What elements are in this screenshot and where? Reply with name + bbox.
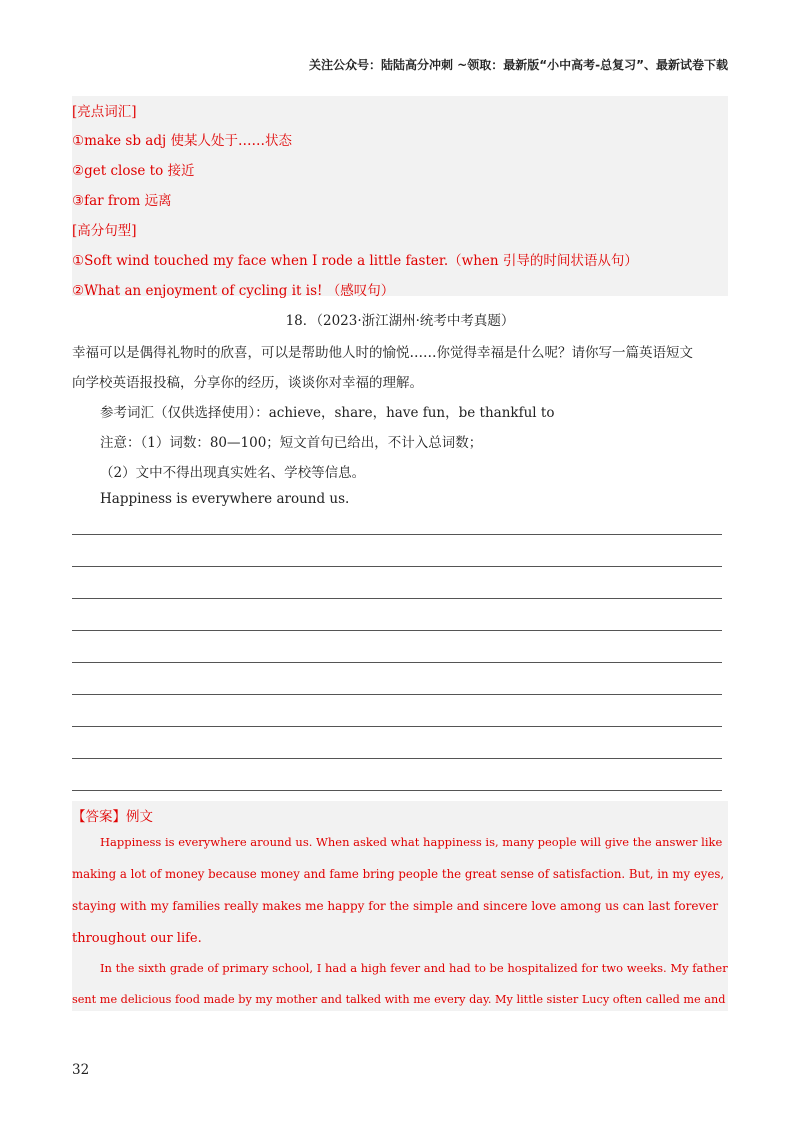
writing-line <box>72 566 722 567</box>
answer-line: sent me delicious food made by my mother and talked with me every day. My little sister Lucy often called me and <box>72 993 726 1006</box>
writing-line <box>72 758 722 759</box>
answer-line: Happiness is everywhere around us. When asked what happiness is, many people will give the answer like <box>100 835 723 849</box>
sentence-title: [高分句型] <box>72 223 137 239</box>
vocab-title: [亮点词汇] <box>72 104 137 120</box>
writing-line <box>72 694 722 695</box>
writing-line <box>72 790 722 791</box>
question-heading: 18．（2023·浙江湖州·统考中考真题） <box>285 313 515 329</box>
vocab-item: ①make sb adj 使某人处于……状态 <box>72 133 292 149</box>
page-header: 关注公众号：陆陆高分冲刺 ~领取：最新版“小中高考-总复习”、最新试卷下载 <box>309 58 728 72</box>
answer-line: In the sixth grade of primary school, I had a high fever and had to be hospitalized for two weeks. My father <box>100 961 728 975</box>
vocab-item: ②get close to 接近 <box>72 163 195 179</box>
writing-line <box>72 534 722 535</box>
note-word-count: 注意：（1）词数：80—100；短文首句已给出，不计入总词数； <box>100 435 483 451</box>
page-number: 32 <box>72 1062 90 1078</box>
first-sentence: Happiness is everywhere around us. <box>100 491 350 507</box>
vocab-item: ③far from 远离 <box>72 193 172 209</box>
question-prompt: 幸福可以是偶得礼物时的欣喜，可以是帮助他人时的愉悦……你觉得幸福是什么呢？请你写一篇英语短文 <box>72 345 693 361</box>
sentence-item: ②What an enjoyment of cycling it is! （感叹句） <box>72 283 395 299</box>
question-prompt: 向学校英语报投稿，分享你的经历，谈谈你对幸福的理解。 <box>72 375 423 391</box>
answer-line: throughout our life. <box>72 931 202 946</box>
writing-line <box>72 598 722 599</box>
vocab-reference: 参考词汇（仅供选择使用）：achieve，share，have fun，be thankful to <box>100 405 555 421</box>
writing-line <box>72 630 722 631</box>
writing-line <box>72 726 722 727</box>
answer-label: 【答案】例文 <box>72 809 153 825</box>
writing-line <box>72 662 722 663</box>
note-no-names: （2）文中不得出现真实姓名、学校等信息。 <box>100 465 366 481</box>
sentence-item: ①Soft wind touched my face when I rode a little faster.（when 引导的时间状语从句） <box>72 253 638 269</box>
answer-line: staying with my families really makes me happy for the simple and sincere love among us can last forever <box>72 899 719 913</box>
answer-line: making a lot of money because money and fame bring people the great sense of satisfaction. But, in my eyes, <box>72 867 725 881</box>
